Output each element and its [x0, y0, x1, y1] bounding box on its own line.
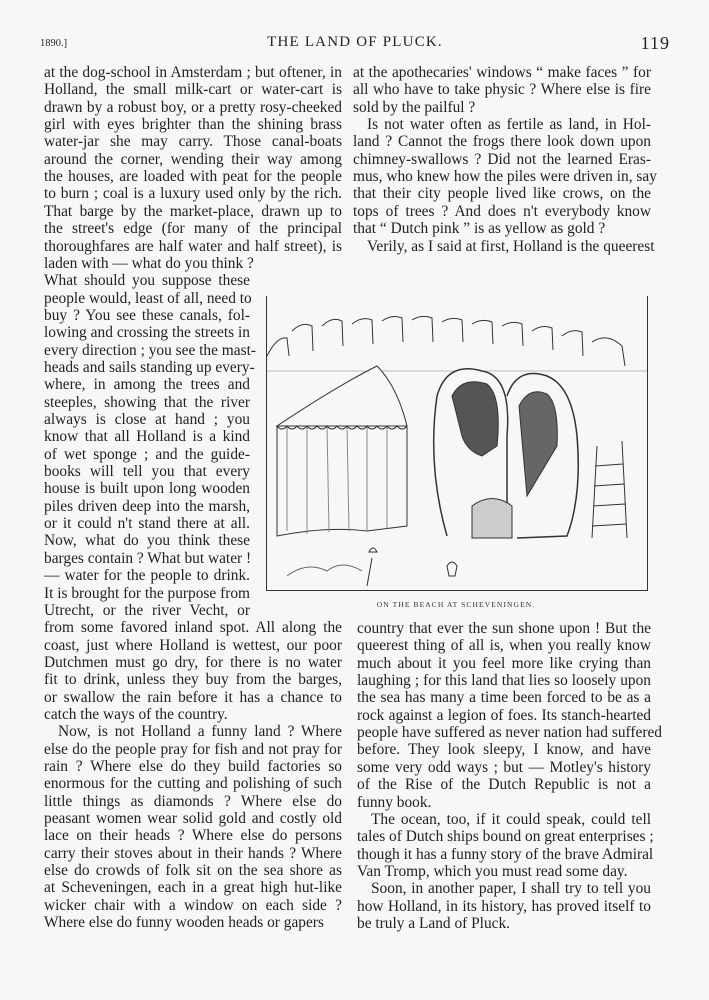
text-line: at the dog-school in Amsterdam ; but oftener, in [44, 64, 342, 81]
text-line: tops of trees ? And does n't everybody know [353, 202, 651, 220]
text-line: laden with — what do you think ? [44, 254, 254, 272]
text-line: the houses, are loaded with peat for the people [44, 168, 342, 186]
text-line: steeples, showing that the river [44, 393, 250, 411]
text-line: That barge by the market-place, drawn up to [44, 202, 342, 220]
text-line: It is brought for the purpose from [44, 584, 251, 602]
text-line: lace on their heads ? Where else do persons [44, 827, 342, 845]
text-line: or swallow the rain before it has a chance to [44, 688, 342, 706]
text-line: wicker chair with a window on each side ? [44, 896, 342, 914]
running-head [40, 34, 670, 54]
text-line: every direction ; you see the mast- [44, 341, 256, 359]
text-line: Soon, in another paper, I shall try to tell you [371, 880, 651, 898]
text-line: where, in among the trees and [44, 376, 250, 394]
text-line: before. They look sleepy, I know, and have [357, 741, 651, 759]
text-line: thoroughfares are half water and half street), is [44, 237, 342, 255]
text-line: Utrecht, or the river Vecht, or [44, 601, 250, 619]
text-line: books will tell you that every [44, 463, 250, 481]
text-line: all who have to take physic ? Where else is fire [353, 81, 651, 99]
text-line: Now, what do you think these [44, 532, 250, 550]
text-line: Now, is not Holland a funny land ? Where [58, 723, 342, 741]
text-line: land ? Cannot the frogs there look down upon [353, 133, 651, 151]
text-line: buy ? You see these canals, fol- [44, 306, 250, 324]
text-line: house is built upon long wooden [44, 480, 250, 498]
text-line: funny book. [357, 793, 432, 811]
text-line: to burn ; coal is a luxury used only by the rich. [44, 185, 342, 203]
text-line: enormous for the cutting and polishing of such [44, 775, 342, 793]
text-line: though it has a funny story of the brave Admiral [357, 845, 654, 863]
text-line: queerest thing of all is, when you really know [357, 637, 651, 655]
text-line: barges contain ? What but water ! [44, 549, 252, 567]
text-line: always is close at hand ; you [44, 411, 250, 428]
text-line: know that all Holland is a kind [44, 428, 250, 446]
text-line: how Holland, in its history, has proved itself to [357, 897, 651, 915]
text-line: piles driven deep into the marsh, [44, 497, 250, 515]
text-line: girl with eyes brighter than the shining brass [44, 116, 342, 134]
figure-caption: ON THE BEACH AT SCHEVENINGEN. [376, 600, 536, 609]
running-head-title: THE LAND OF PLUCK. [267, 34, 443, 50]
text-line: else do crowds of folk sit on the sea shore as [44, 862, 342, 880]
text-line: the street's edge (for many of the principal [44, 220, 342, 238]
text-line: laughing ; for this land that lies so loosely upon [357, 672, 651, 690]
text-line: that their city people lived like crows, on the [353, 185, 651, 203]
text-line: catch the ways of the country. [44, 705, 228, 723]
text-line: chimney-swallows ? Did not the learned Eras- [353, 150, 651, 168]
text-line: — water for the people to drink. [44, 567, 250, 585]
page-number: 119 [640, 33, 670, 53]
text-line: tales of Dutch ships bound on great enterprises ; [357, 828, 654, 846]
text-line: Holland, the small milk-cart or water-cart is [44, 81, 342, 99]
text-line: be truly a Land of Pluck. [357, 914, 511, 932]
text-line: some very odd ways ; but — Motley's history [357, 758, 651, 776]
text-line: lowing and crossing the streets in [44, 324, 250, 342]
text-line: much about it you feel more like crying than [357, 654, 651, 672]
text-line: the sea has many a time been forced to be as a [357, 689, 651, 707]
text-line: Is not water often as fertile as land, in Hol- [367, 116, 651, 134]
text-line: Van Tromp, which you must read some day. [357, 862, 628, 880]
text-line: mus, who knew how the piles were driven in, say [353, 168, 657, 186]
text-line: rock against a legion of foes. Its stanch-hearted [357, 706, 651, 724]
text-line: fit to drink, unless they buy from the barges, [44, 671, 342, 689]
text-line: rain ? Where else do they build factories so [44, 758, 342, 775]
text-line: carry their stoves about in their hands ? Where [44, 844, 342, 862]
text-line: of wet sponge ; and the guide- [44, 445, 250, 463]
text-line: peasant women wear solid gold and costly old [44, 810, 342, 828]
text-line: little things as diamonds ? Where else do [44, 792, 342, 810]
text-line: drawn by a robust boy, or a pretty rosy-cheeked [44, 98, 342, 116]
text-line: heads and sails standing up every- [44, 358, 255, 376]
text-line: What should you suppose these [44, 272, 250, 290]
text-line: or it could n't stand there at all. [44, 515, 250, 533]
text-line: Verily, as I said at first, Holland is the queerest [367, 237, 655, 255]
text-line: people have suffered as never nation had suffered [357, 724, 662, 742]
text-line: from some favored inland spot. All along the [44, 619, 342, 637]
illustration-beach-scheveningen [266, 296, 648, 591]
text-line: that “ Dutch pink ” is as yellow as gold ? [353, 220, 606, 238]
text-line: Dutchmen must go dry, for there is no water [44, 653, 342, 671]
text-line: around the corner, wending their way among [44, 150, 342, 168]
text-line: people would, least of all, need to [44, 289, 252, 307]
running-head-date: 1890.] [40, 38, 68, 49]
text-line: coast, just where Holland is wettest, our poor [44, 636, 342, 654]
text-line: at the apothecaries' windows “ make faces ” for [353, 64, 651, 81]
text-line: The ocean, too, if it could speak, could tell [371, 810, 651, 828]
text-line: Where else do funny wooden heads or gapers [44, 914, 324, 932]
text-line: water-jar she may carry. Those canal-boats [44, 133, 342, 151]
text-line: country that ever the sun shone upon ! But the [357, 620, 651, 637]
text-line: sold by the pailful ? [353, 98, 476, 116]
text-line: of the Rise of the Dutch Republic is not a [357, 776, 651, 794]
text-line: else do the people pray for fish and not pray for [44, 740, 342, 758]
text-line: at Scheveningen, each in a great high hut-like [44, 879, 342, 897]
beach-chairs-engraving-icon [267, 276, 647, 588]
